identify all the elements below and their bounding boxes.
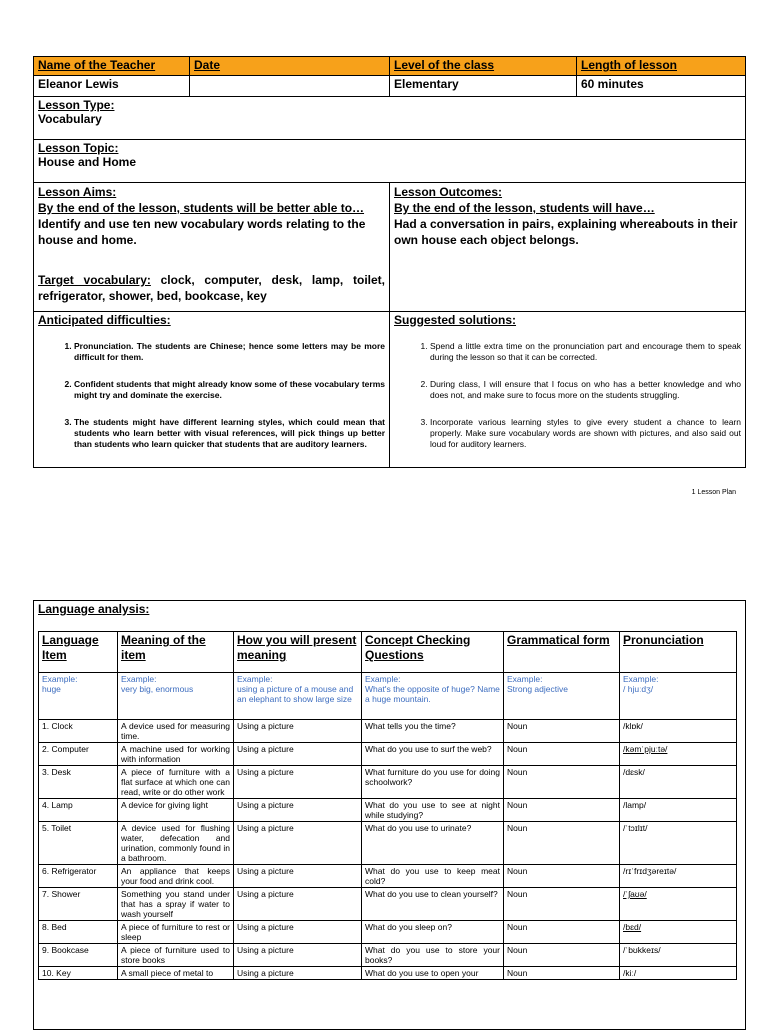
concept-question-cell: What do you sleep on?: [362, 921, 504, 944]
meaning-cell: Meaning of the item: [118, 632, 234, 673]
presentation-cell: Using a picture: [234, 766, 362, 799]
table-row: [39, 944, 737, 967]
grammatical-form-cell: Noun: [504, 743, 620, 766]
meaning-cell: A machine used for working with information: [118, 743, 234, 766]
concept-question-cell: What do you use to store your books?: [362, 944, 504, 967]
lesson-aims-cell: [34, 183, 390, 312]
language-analysis-title: Language analysis:: [38, 602, 150, 616]
table-row: [39, 766, 737, 799]
lesson-date: [190, 76, 390, 97]
lesson-length: 60 minutes: [577, 76, 746, 97]
grammatical-form-cell: Noun: [504, 967, 620, 980]
meaning-cell: A piece of furniture with a flat surface at which one can read, write or do other work: [118, 766, 234, 799]
solution-item: 1. Spend a little extra time on the pronunciation part and encourage them to speak during the lesson so that it can be corrected.: [430, 341, 741, 363]
lesson-type-row: [34, 97, 746, 140]
meaning-cell: Example: very big, enormous: [118, 673, 234, 720]
lesson-type-value: Vocabulary: [38, 112, 102, 126]
presentation-cell: Using a picture: [234, 967, 362, 980]
language-item-cell: 4. Lamp: [39, 799, 118, 822]
class-level: Elementary: [390, 76, 577, 97]
pronunciation-cell: /ˈtɔɪlɪt/: [620, 822, 737, 865]
lesson-type-label: Lesson Type:: [38, 98, 115, 112]
table-row: [39, 743, 737, 766]
concept-question-cell: What do you use to see at night while studying?: [362, 799, 504, 822]
solutions-list: [394, 341, 741, 450]
lesson-outcomes-intro: By the end of the lesson, students will have…: [394, 201, 655, 215]
grammatical-form-cell: Noun: [504, 766, 620, 799]
grammatical-form-cell: Grammatical form: [504, 632, 620, 673]
presentation-cell: Using a picture: [234, 799, 362, 822]
lesson-outcomes-cell: [390, 183, 746, 312]
pronunciation-cell: /bɛd/: [620, 921, 737, 944]
pronunciation-cell: Pronunciation: [620, 632, 737, 673]
solution-item: 3. Incorporate various learning styles to give every student a chance to learn properly. Make sure vocabulary words are shown with pictures, and also said out loud for auditory learners.: [430, 417, 741, 450]
lesson-aims-label: Lesson Aims:: [38, 185, 117, 199]
lesson-plan-table: [33, 56, 746, 468]
presentation-cell: Using a picture: [234, 743, 362, 766]
table-row: [39, 822, 737, 865]
difficulties-label: Anticipated difficulties:: [38, 313, 171, 327]
language-item-cell: 1. Clock: [39, 720, 118, 743]
language-analysis-table: [38, 631, 737, 980]
meaning-cell: A device used for measuring time.: [118, 720, 234, 743]
teacher-name: Eleanor Lewis: [34, 76, 190, 97]
table-row: [39, 720, 737, 743]
grammatical-form-cell: Noun: [504, 720, 620, 743]
language-item-cell: 5. Toilet: [39, 822, 118, 865]
grammatical-form-cell: Noun: [504, 888, 620, 921]
pronunciation-cell: /kiː/: [620, 967, 737, 980]
meaning-cell: Something you stand under that has a spray if water to wash yourself: [118, 888, 234, 921]
meaning-cell: A piece of furniture to rest or sleep: [118, 921, 234, 944]
lesson-outcomes-label: Lesson Outcomes:: [394, 185, 503, 199]
presentation-cell: Using a picture: [234, 865, 362, 888]
pronunciation-cell: /ˈbʊkkeɪs/: [620, 944, 737, 967]
solutions-label: Suggested solutions:: [394, 313, 517, 327]
concept-question-cell: What do you use to clean yourself?: [362, 888, 504, 921]
target-vocabulary: Target vocabulary: clock, computer, desk, lamp, toilet, refrigerator, shower, bed, bookcase, key: [38, 273, 385, 303]
plan-info-row: [34, 76, 746, 97]
pronunciation-cell: /klɒk/: [620, 720, 737, 743]
solutions-cell: [390, 312, 746, 468]
concept-question-cell: What do you use to urinate?: [362, 822, 504, 865]
plan-header-row: [34, 57, 746, 76]
page-footer: 1 Lesson Plan: [691, 489, 736, 496]
difficulties-cell: [34, 312, 390, 468]
language-item-cell: 7. Shower: [39, 888, 118, 921]
meaning-cell: A device for giving light: [118, 799, 234, 822]
pronunciation-cell: Example: / hjuːdʒ/: [620, 673, 737, 720]
table-row: [39, 888, 737, 921]
language-item-cell: 2. Computer: [39, 743, 118, 766]
language-item-cell: Language Item: [39, 632, 118, 673]
header-level: Level of the class: [390, 57, 577, 76]
pronunciation-cell: /lamp/: [620, 799, 737, 822]
language-item-cell: 3. Desk: [39, 766, 118, 799]
meaning-cell: A device used for flushing water, defecation and urination, commonly found in a bathroom.: [118, 822, 234, 865]
presentation-cell: Using a picture: [234, 944, 362, 967]
language-item-cell: Example: huge: [39, 673, 118, 720]
concept-question-cell: Concept Checking Questions: [362, 632, 504, 673]
grammatical-form-cell: Noun: [504, 799, 620, 822]
concept-question-cell: Example: What's the opposite of huge? Name a huge mountain.: [362, 673, 504, 720]
lesson-aims-intro: By the end of the lesson, students will be better able to…: [38, 201, 365, 215]
table-row: [39, 967, 737, 980]
header-teacher: Name of the Teacher: [34, 57, 190, 76]
example-row: [39, 673, 737, 720]
pronunciation-cell: /kəmˈpjuːtə/: [620, 743, 737, 766]
lesson-topic-label: Lesson Topic:: [38, 141, 119, 155]
header-date: Date: [190, 57, 390, 76]
presentation-cell: Using a picture: [234, 888, 362, 921]
difficulties-row: [34, 312, 746, 468]
language-table-header: [39, 632, 737, 673]
concept-question-cell: What do you use to keep meat cold?: [362, 865, 504, 888]
table-row: [39, 865, 737, 888]
presentation-cell: Using a picture: [234, 822, 362, 865]
difficulty-item: 1. Pronunciation. The students are Chinese; hence some letters may be more difficult for them.: [74, 341, 385, 363]
presentation-cell: Using a picture: [234, 921, 362, 944]
lesson-topic-value: House and Home: [38, 155, 137, 169]
presentation-cell: Using a picture: [234, 720, 362, 743]
language-item-cell: 6. Refrigerator: [39, 865, 118, 888]
concept-question-cell: What do you use to open your: [362, 967, 504, 980]
grammatical-form-cell: Noun: [504, 865, 620, 888]
table-row: [39, 921, 737, 944]
lesson-aims-text: Identify and use ten new vocabulary words relating to the house and home.: [38, 217, 366, 247]
grammatical-form-cell: Example: Strong adjective: [504, 673, 620, 720]
table-row: [39, 799, 737, 822]
difficulty-item: 2. Confident students that might already know some of these vocabulary terms might try and dominate the exercise.: [74, 379, 385, 401]
meaning-cell: An appliance that keeps your food and drink cool.: [118, 865, 234, 888]
meaning-cell: A small piece of metal to: [118, 967, 234, 980]
pronunciation-cell: /ˈʃaʊə/: [620, 888, 737, 921]
language-item-cell: 8. Bed: [39, 921, 118, 944]
language-item-cell: 9. Bookcase: [39, 944, 118, 967]
language-analysis-section: [33, 600, 746, 1030]
difficulties-list: [38, 341, 385, 450]
meaning-cell: A piece of furniture used to store books: [118, 944, 234, 967]
solution-item: 2. During class, I will ensure that I focus on who has a better knowledge and who does not, and make sure to focus more on the students struggling.: [430, 379, 741, 401]
pronunciation-cell: /rɪˈfrɪdʒəreɪtə/: [620, 865, 737, 888]
grammatical-form-cell: Noun: [504, 822, 620, 865]
pronunciation-cell: /dɛsk/: [620, 766, 737, 799]
concept-question-cell: What furniture do you use for doing schoolwork?: [362, 766, 504, 799]
lesson-outcomes-text: Had a conversation in pairs, explaining whereabouts in their own house each object belongs.: [394, 217, 738, 247]
grammatical-form-cell: Noun: [504, 944, 620, 967]
lesson-topic-row: [34, 140, 746, 183]
grammatical-form-cell: Noun: [504, 921, 620, 944]
aims-outcomes-row: [34, 183, 746, 312]
concept-question-cell: What tells you the time?: [362, 720, 504, 743]
difficulty-item: 3. The students might have different learning styles, which could mean that students who learn better with visual references, will pick things up better than students who learn quicker that students that are auditory learners.: [74, 417, 385, 450]
language-item-cell: 10. Key: [39, 967, 118, 980]
header-length: Length of lesson: [577, 57, 746, 76]
presentation-cell: How you will present meaning: [234, 632, 362, 673]
presentation-cell: Example: using a picture of a mouse and an elephant to show large size: [234, 673, 362, 720]
concept-question-cell: What do you use to surf the web?: [362, 743, 504, 766]
